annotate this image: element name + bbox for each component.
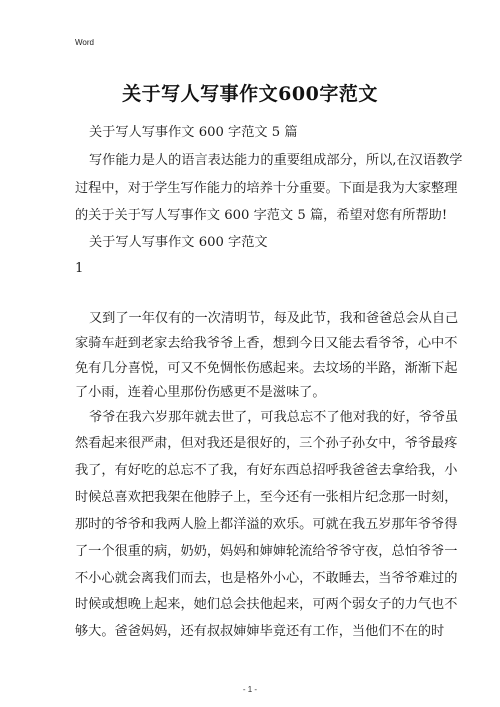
- header-label: Word: [75, 38, 94, 47]
- paragraph-line: 了一个很重的病，奶奶，妈妈和婶婶轮流给爷爷守夜，总怕爷爷一: [75, 544, 458, 559]
- paragraph-line: 我了，有好吃的总忘不了我，有好东西总招呼我爸爸去拿给我，小: [75, 463, 458, 478]
- section-number-line: 1: [75, 261, 84, 276]
- subtitle-line: 关于写人写事作文 600 字范文 5 篇: [89, 125, 298, 140]
- paragraph-line: 爷爷在我六岁那年就去世了，可我总忘不了他对我的好，爷爷虽: [89, 410, 459, 425]
- paragraph-line: 时候总喜欢把我架在他脖子上，至今还有一张相片纪念那一时刻，: [75, 490, 458, 505]
- paragraph-line: 时候或想晚上起来，她们总会扶他起来，可两个弱女子的力气也不: [75, 597, 458, 612]
- paragraph-line: 不小心就会离我们而去，也是格外小心，不敢睡去，当爷爷难过的: [75, 571, 458, 586]
- paragraph-line: 那时的爷爷和我两人脸上都洋溢的欢乐。可就在我五岁那年爷爷得: [75, 517, 458, 532]
- paragraph-line: 够大。爸爸妈妈，还有叔叔婶婶毕竟还有工作，当他们不在的时: [75, 624, 445, 639]
- paragraph-line: 的关于关于写人写事作文 600 字范文 5 篇，希望对您有所帮助!: [75, 208, 448, 223]
- paragraph-line: 了小雨，连着心里那份伤感更不是滋味了。: [75, 385, 326, 400]
- paragraph-line: 写作能力是人的语言表达能力的重要组成部分，所以,在汉语教学: [89, 153, 463, 168]
- document-title: 关于写人写事作文600字范文: [122, 83, 378, 105]
- paragraph-line: 又到了一年仅有的一次清明节，每及此节，我和爸爸总会从自己: [89, 311, 459, 326]
- paragraph-line: 然看起来很严肃，但对我还是很好的，三个孙子孙女中，爷爷最疼: [75, 436, 458, 451]
- section-heading-line: 关于写人写事作文 600 字范文: [89, 235, 268, 250]
- page-number: - 1 -: [242, 685, 258, 694]
- paragraph-line: 过程中，对于学生写作能力的培养十分重要。下面是我为大家整理: [75, 181, 458, 196]
- paragraph-line: 家骑车赶到老家去给我爷爷上香，想到今日又能去看爷爷，心中不: [75, 336, 458, 351]
- paragraph-line: 免有几分喜悦，可又不免惆怅伤感起来。去坟场的半路，渐渐下起: [75, 361, 458, 376]
